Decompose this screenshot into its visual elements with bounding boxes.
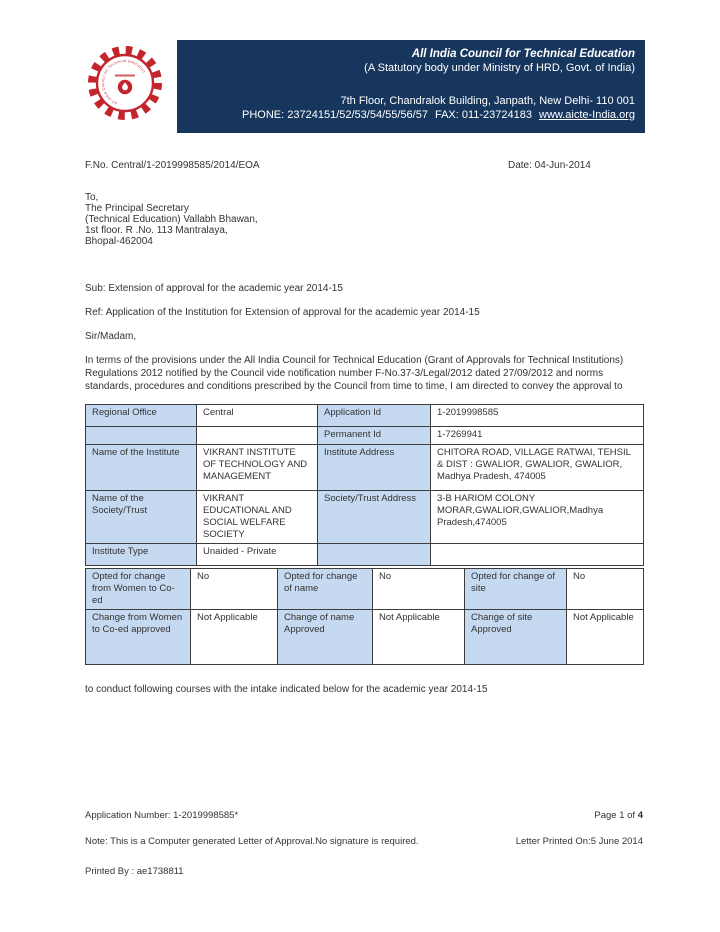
table-row xyxy=(86,405,644,427)
org-name: All India Council for Technical Education xyxy=(411,48,635,60)
field-label: Society/Trust Address xyxy=(318,491,431,544)
field-label: Change from Women to Co-ed approved xyxy=(86,610,191,665)
logo-ring-text: All India Council for Technical Education xyxy=(100,58,147,106)
field-label: Opted for change of site xyxy=(465,569,567,610)
field-label: Regional Office xyxy=(86,405,197,427)
field-value: No xyxy=(373,569,465,610)
org-subtitle: (A Statutory body under Ministry of HRD, Govt. of India) xyxy=(364,62,635,74)
field-label xyxy=(318,544,431,566)
field-label xyxy=(86,427,197,445)
recipient-line: Bhopal-462004 xyxy=(85,236,153,247)
file-number: F.No. Central/1-2019998585/2014/EOA xyxy=(85,160,260,171)
printed-by: Printed By : ae1738811 xyxy=(85,866,184,877)
field-value: CHITORA ROAD, VILLAGE RATWAI, TEHSIL & DIST : GWALIOR, GWALIOR, GWALIOR, Madhya Pradesh, 474005 xyxy=(431,445,644,491)
field-value: Not Applicable xyxy=(567,610,644,665)
field-value: VIKRANT EDUCATIONAL AND SOCIAL WELFARE SOCIETY xyxy=(197,491,318,544)
table-row xyxy=(86,569,644,610)
field-value: Not Applicable xyxy=(191,610,278,665)
field-label: Institute Type xyxy=(86,544,197,566)
recipient-block xyxy=(85,192,258,247)
salutation: Sir/Madam, xyxy=(85,331,137,342)
field-label: Opted for change from Women to Co-ed xyxy=(86,569,191,610)
institute-details-table xyxy=(85,404,644,566)
field-value xyxy=(197,427,318,445)
generated-note: Note: This is a Computer generated Letter of Approval.No signature is required. xyxy=(85,836,419,847)
logo-motto-line xyxy=(115,75,135,77)
footer-line-1 xyxy=(85,810,643,821)
phone-label: PHONE: 23724151/52/53/54/55/56/57 xyxy=(242,109,428,121)
recipient-line: The Principal Secretary xyxy=(85,203,189,214)
body-paragraph: In terms of the provisions under the All India Council for Technical Education (Grant of Approvals for Technical Institutions) Regulations 2012 notified by the Council vide notification number F-No.37-3/Legal/2012 dated 27/09/2012 and norms standards, procedures and conditions prescribed by the Council from time to time, I am directed to convey the approval to xyxy=(85,355,624,392)
recipient-line: (Technical Education) Vallabh Bhawan, xyxy=(85,214,258,225)
reference-line: Ref: Application of the Institution for Extension of approval for the academic year 2014-15 xyxy=(85,307,480,318)
letter-date: Date: 04-Jun-2014 xyxy=(508,160,591,171)
change-options-table xyxy=(85,568,644,665)
field-value: 1-7269941 xyxy=(431,427,644,445)
page-total: 4 xyxy=(637,810,643,821)
table-row xyxy=(86,610,644,665)
footer-line-2 xyxy=(85,836,643,847)
letterhead-band xyxy=(177,40,645,133)
table-row xyxy=(86,491,644,544)
application-number: Application Number: 1-2019998585* xyxy=(85,810,239,821)
table-row xyxy=(86,427,644,445)
org-contact-line xyxy=(187,108,635,122)
field-value xyxy=(431,544,644,566)
field-label: Permanent Id xyxy=(318,427,431,445)
field-label: Change of site Approved xyxy=(465,610,567,665)
aicte-logo-icon xyxy=(84,38,166,128)
field-label: Opted for change of name xyxy=(278,569,373,610)
page-indicator: Page 1 of 4 xyxy=(594,810,643,821)
fax-label: FAX: 011-23724183 xyxy=(434,109,532,121)
courses-intro-line: to conduct following courses with the intake indicated below for the academic year 2014-15 xyxy=(85,684,488,695)
footer-line-3 xyxy=(85,866,643,877)
field-label: Institute Address xyxy=(318,445,431,491)
to-label: To, xyxy=(85,192,99,203)
printed-on: Letter Printed On:5 June 2014 xyxy=(515,836,643,847)
field-label: Name of the Society/Trust xyxy=(86,491,197,544)
field-value: 3-B HARIOM COLONY MORAR,GWALIOR,GWALIOR,Madhya Pradesh,474005 xyxy=(431,491,644,544)
field-label: Change of name Approved xyxy=(278,610,373,665)
field-value: No xyxy=(191,569,278,610)
field-value: No xyxy=(567,569,644,610)
website-link[interactable]: www.aicte-India.org xyxy=(539,109,635,121)
recipient-line: 1st floor. R .No. 113 Mantralaya, xyxy=(85,225,228,236)
table-row xyxy=(86,445,644,491)
field-value: Not Applicable xyxy=(373,610,465,665)
table-row xyxy=(86,544,644,566)
field-value: Unaided - Private xyxy=(197,544,318,566)
field-value: 1-2019998585 xyxy=(431,405,644,427)
field-value: VIKRANT INSTITUTE OF TECHNOLOGY AND MANAGEMENT xyxy=(197,445,318,491)
field-label: Name of the Institute xyxy=(86,445,197,491)
field-label: Application Id xyxy=(318,405,431,427)
subject-line: Sub: Extension of approval for the academic year 2014-15 xyxy=(85,283,343,294)
org-address: 7th Floor, Chandralok Building, Janpath, New Delhi- 110 001 xyxy=(340,95,635,107)
field-value: Central xyxy=(197,405,318,427)
gear-emblem-icon xyxy=(84,38,166,128)
